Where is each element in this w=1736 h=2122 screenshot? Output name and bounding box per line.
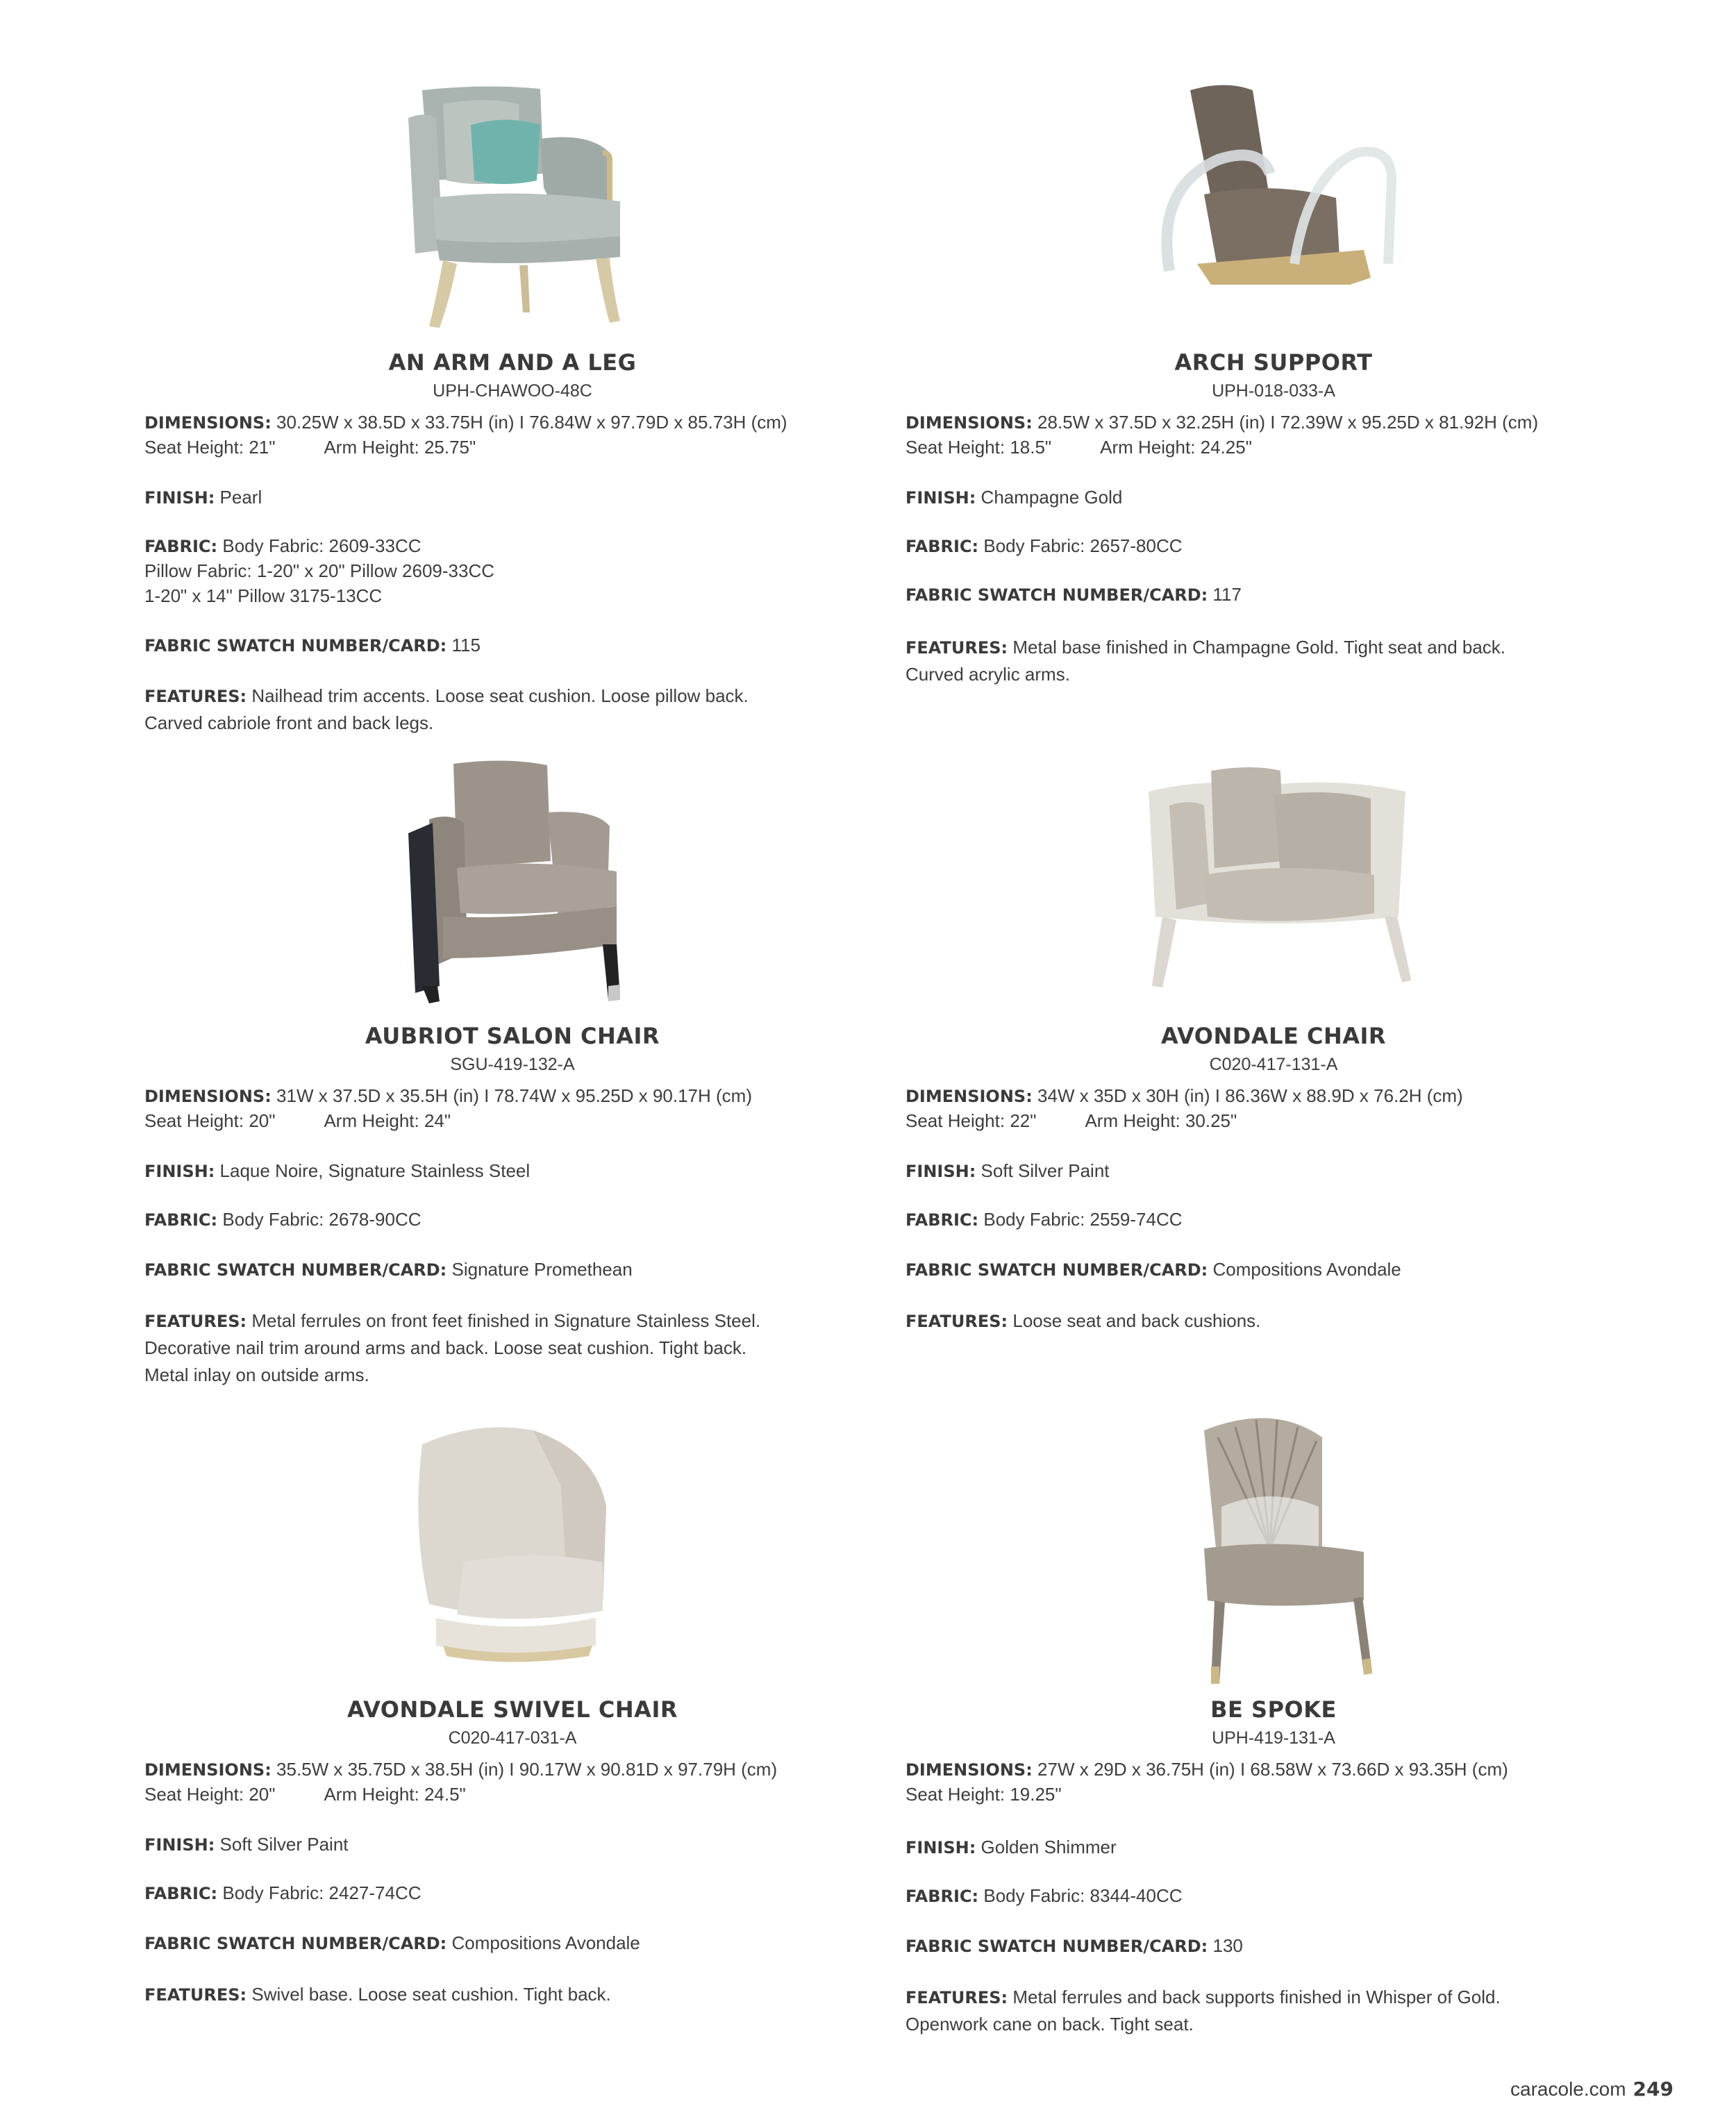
product-code: C020-417-031-A bbox=[448, 1728, 577, 1748]
swatch-label: FABRIC SWATCH NUMBER/CARD: bbox=[905, 1260, 1208, 1280]
finish-value: Soft Silver Paint bbox=[219, 1834, 349, 1855]
fabric-value: Body Fabric: 2609-33CC bbox=[222, 535, 422, 556]
page-number: 249 bbox=[1633, 2078, 1674, 2100]
features-value: Metal ferrules and back supports finished in Whisper of Gold. bbox=[1012, 1987, 1501, 2007]
finish-line bbox=[144, 1158, 908, 1184]
features-line bbox=[905, 1308, 1669, 1334]
fabric-line bbox=[905, 1883, 1669, 1909]
fabric-line bbox=[905, 1207, 1669, 1233]
dimensions-value: 28.5W x 37.5D x 32.25H (in) I 72.39W x 95.25D x 81.92H (cm) bbox=[1037, 412, 1539, 433]
dimensions-line bbox=[144, 410, 908, 435]
seat-height: Seat Height: 20" bbox=[144, 1784, 276, 1805]
fabric-label: FABRIC: bbox=[905, 1210, 979, 1230]
finish-value: Pearl bbox=[219, 487, 262, 508]
arm-height: Arm Height: 24" bbox=[324, 1110, 451, 1131]
finish-line bbox=[905, 1158, 1669, 1184]
product-title: AVONDALE CHAIR bbox=[1160, 1023, 1387, 1049]
acrylic-arm-chair-photo bbox=[905, 76, 1642, 354]
fabric-label: FABRIC: bbox=[144, 1210, 218, 1230]
page-footer bbox=[1424, 2078, 1674, 2100]
fabric-value: Body Fabric: 2427-74CC bbox=[222, 1882, 422, 1903]
seat-height: Seat Height: 18.5" bbox=[905, 437, 1052, 458]
fabric-line-3: 1-20" x 14" Pillow 3175-13CC bbox=[144, 585, 383, 606]
features-label: FEATURES: bbox=[905, 1988, 1008, 2007]
fabric-label: FABRIC: bbox=[905, 1887, 979, 1906]
fabric-label: FABRIC: bbox=[144, 537, 218, 556]
features-line-2: Openwork cane on back. Tight seat. bbox=[905, 2014, 1194, 2035]
finish-label: FINISH: bbox=[144, 1162, 215, 1181]
heights-line bbox=[905, 1108, 1669, 1133]
dimensions-label: DIMENSIONS: bbox=[144, 413, 272, 433]
fabric-label: FABRIC: bbox=[905, 537, 979, 556]
swatch-label: FABRIC SWATCH NUMBER/CARD: bbox=[144, 1260, 447, 1280]
arm-height: Arm Height: 24.5" bbox=[324, 1784, 466, 1805]
swatch-label: FABRIC SWATCH NUMBER/CARD: bbox=[905, 585, 1208, 605]
swatch-label: FABRIC SWATCH NUMBER/CARD: bbox=[905, 1937, 1208, 1956]
swatch-value: Compositions Avondale bbox=[1212, 1259, 1401, 1280]
product-code: UPH-018-033-A bbox=[1212, 381, 1335, 401]
swatch-label: FABRIC SWATCH NUMBER/CARD: bbox=[144, 636, 447, 655]
heights-line bbox=[144, 1108, 908, 1133]
features-value: Metal ferrules on front feet finished in Signature Stainless Steel. bbox=[251, 1310, 761, 1331]
finish-line bbox=[144, 1832, 908, 1857]
seat-height: Seat Height: 22" bbox=[905, 1110, 1037, 1131]
features-value: Metal base finished in Champagne Gold. Tight seat and back. bbox=[1012, 637, 1506, 658]
fabric-label: FABRIC: bbox=[144, 1884, 218, 1903]
features-line bbox=[144, 1308, 908, 1334]
features-line-2: Curved acrylic arms. bbox=[905, 664, 1070, 685]
dimensions-value: 31W x 37.5D x 35.5H (in) I 78.74W x 95.25D x 90.17H (cm) bbox=[276, 1085, 752, 1106]
features-label: FEATURES: bbox=[144, 1985, 247, 2005]
fabric-line bbox=[144, 533, 908, 559]
fabric-value: Body Fabric: 2657-80CC bbox=[983, 535, 1183, 556]
swatch-line bbox=[905, 1933, 1669, 1959]
swatch-line bbox=[144, 633, 908, 658]
dimensions-line bbox=[905, 1083, 1669, 1109]
fabric-line bbox=[144, 1207, 908, 1233]
fabric-line-2: Pillow Fabric: 1-20" x 20" Pillow 2609-33CC bbox=[144, 560, 495, 581]
dimensions-line bbox=[905, 1757, 1669, 1782]
arm-height: Arm Height: 30.25" bbox=[1085, 1110, 1237, 1131]
finish-label: FINISH: bbox=[144, 488, 215, 508]
features-line bbox=[905, 635, 1669, 660]
features-line-2: Decorative nail trim around arms and back. Loose seat cushion. Tight back. bbox=[144, 1337, 747, 1358]
finish-value: Laque Noire, Signature Stainless Steel bbox=[219, 1160, 531, 1181]
swatch-line bbox=[905, 1257, 1669, 1283]
swatch-value: 115 bbox=[451, 635, 481, 655]
finish-value: Soft Silver Paint bbox=[980, 1160, 1110, 1181]
dimensions-value: 34W x 35D x 30H (in) I 86.36W x 88.9D x 76.2H (cm) bbox=[1037, 1085, 1463, 1106]
features-label: FEATURES: bbox=[144, 687, 247, 706]
features-line bbox=[144, 683, 908, 709]
armchair-photo bbox=[144, 76, 880, 354]
features-label: FEATURES: bbox=[905, 638, 1008, 658]
features-line-2: Carved cabriole front and back legs. bbox=[144, 712, 434, 733]
salon-chair-photo bbox=[144, 757, 880, 1035]
seat-height: Seat Height: 21" bbox=[144, 437, 276, 458]
dimensions-line bbox=[144, 1757, 908, 1782]
dimensions-value: 30.25W x 38.5D x 33.75H (in) I 76.84W x 97.79D x 85.73H (cm) bbox=[276, 412, 787, 433]
dimensions-line bbox=[144, 1083, 908, 1109]
dimensions-label: DIMENSIONS: bbox=[144, 1760, 272, 1780]
finish-line bbox=[905, 485, 1669, 510]
features-value: Loose seat and back cushions. bbox=[1012, 1310, 1261, 1331]
finish-value: Golden Shimmer bbox=[980, 1837, 1117, 1857]
swatch-value: Compositions Avondale bbox=[451, 1932, 640, 1953]
dimensions-label: DIMENSIONS: bbox=[905, 413, 1033, 433]
fabric-line bbox=[144, 1880, 908, 1906]
dimensions-value: 27W x 29D x 36.75H (in) I 68.58W x 73.66D x 93.35H (cm) bbox=[1037, 1759, 1508, 1780]
dimensions-label: DIMENSIONS: bbox=[905, 1087, 1033, 1106]
dimensions-label: DIMENSIONS: bbox=[144, 1087, 272, 1106]
swatch-value: Signature Promethean bbox=[451, 1259, 633, 1280]
swatch-value: 117 bbox=[1212, 584, 1242, 605]
product-title: AVONDALE SWIVEL CHAIR bbox=[347, 1696, 678, 1723]
swatch-line bbox=[905, 582, 1669, 608]
product-title: AN ARM AND A LEG bbox=[388, 349, 637, 376]
product-code: C020-417-131-A bbox=[1209, 1055, 1338, 1074]
swatch-line bbox=[144, 1257, 908, 1283]
arm-height: Arm Height: 25.75" bbox=[324, 437, 476, 458]
fabric-value: Body Fabric: 2559-74CC bbox=[983, 1209, 1183, 1230]
heights-line bbox=[144, 435, 908, 460]
features-line-3: Metal inlay on outside arms. bbox=[144, 1364, 369, 1385]
product-title: BE SPOKE bbox=[1210, 1696, 1337, 1723]
avondale-chair-photo bbox=[905, 764, 1642, 1042]
dimensions-label: DIMENSIONS: bbox=[905, 1760, 1033, 1780]
swatch-label: FABRIC SWATCH NUMBER/CARD: bbox=[144, 1934, 447, 1953]
fabric-value: Body Fabric: 8344-40CC bbox=[983, 1885, 1183, 1906]
heights-line bbox=[905, 1782, 1669, 1807]
finish-label: FINISH: bbox=[905, 488, 976, 508]
fabric-line bbox=[905, 533, 1669, 559]
arm-height: Arm Height: 24.25" bbox=[1100, 437, 1252, 458]
product-code: UPH-CHAWOO-48C bbox=[433, 381, 592, 401]
features-label: FEATURES: bbox=[905, 1312, 1008, 1331]
product-code: UPH-419-131-A bbox=[1212, 1728, 1335, 1748]
product-title: AUBRIOT SALON CHAIR bbox=[365, 1023, 660, 1049]
seat-height: Seat Height: 19.25" bbox=[905, 1784, 1062, 1805]
features-value: Nailhead trim accents. Loose seat cushion. Loose pillow back. bbox=[251, 685, 749, 706]
finish-label: FINISH: bbox=[905, 1162, 976, 1181]
features-line bbox=[144, 1982, 908, 2007]
heights-line bbox=[144, 1782, 908, 1807]
finish-line bbox=[905, 1835, 1669, 1860]
spoke-back-side-chair-photo bbox=[905, 1410, 1642, 1687]
finish-line bbox=[144, 485, 908, 510]
finish-label: FINISH: bbox=[905, 1838, 976, 1857]
swatch-line bbox=[144, 1930, 908, 1956]
finish-value: Champagne Gold bbox=[980, 487, 1123, 508]
site-url: caracole.com bbox=[1510, 2078, 1626, 2100]
dimensions-value: 35.5W x 35.75D x 38.5H (in) I 90.17W x 90.81D x 97.79H (cm) bbox=[276, 1759, 778, 1780]
dimensions-line bbox=[905, 410, 1669, 435]
features-label: FEATURES: bbox=[144, 1312, 247, 1331]
features-value: Swivel base. Loose seat cushion. Tight back. bbox=[251, 1984, 611, 2005]
product-code: SGU-419-132-A bbox=[450, 1055, 575, 1074]
swivel-chair-photo bbox=[144, 1423, 880, 1701]
swatch-value: 130 bbox=[1212, 1935, 1243, 1956]
product-title: ARCH SUPPORT bbox=[1174, 349, 1373, 376]
heights-line bbox=[905, 435, 1669, 460]
finish-label: FINISH: bbox=[144, 1835, 215, 1855]
fabric-value: Body Fabric: 2678-90CC bbox=[222, 1209, 422, 1230]
seat-height: Seat Height: 20" bbox=[144, 1110, 276, 1131]
features-line bbox=[905, 1985, 1669, 2010]
